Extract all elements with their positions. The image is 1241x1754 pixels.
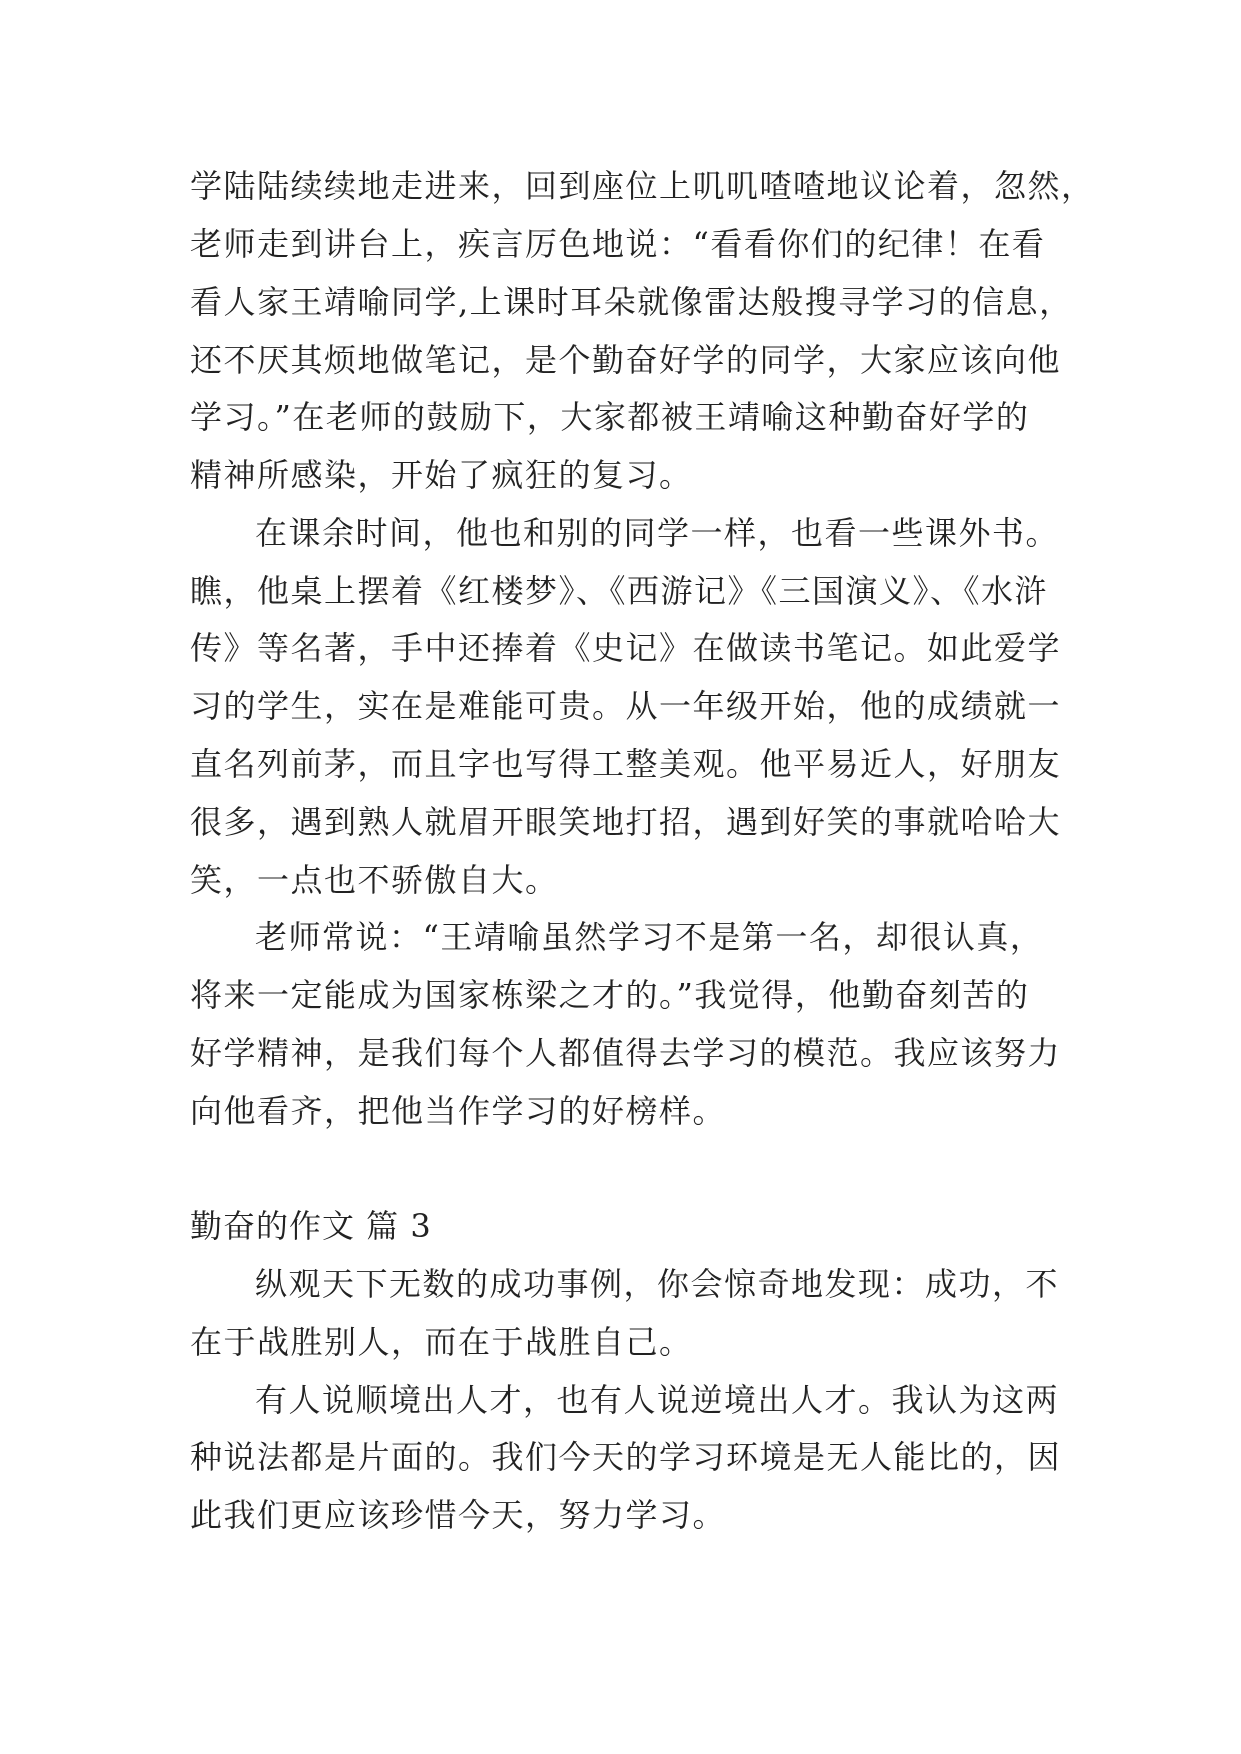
paragraph-line: 传》等名著，手中还捧着《史记》在做读书笔记。如此爱学 [190,629,1062,667]
paragraph-line: 在于战胜别人，而在于战胜自己。 [190,1323,693,1361]
paragraph-line: 有人说顺境出人才，也有人说逆境出人才。我认为这两 [255,1381,1060,1419]
paragraph-line: 笑，一点也不骄傲自大。 [190,861,559,899]
paragraph-line: 纵观天下无数的成功事例，你会惊奇地发现：成功，不 [255,1265,1060,1303]
paragraph-line: 习的学生，实在是难能可贵。从一年级开始，他的成绩就一 [190,687,1062,725]
paragraph-line: 老师走到讲台上，疾言厉色地说：“看看你们的纪律！在看 [190,225,1046,263]
paragraph-line: 看人家王靖喻同学,上课时耳朵就像雷达般搜寻学习的信息， [190,283,1073,321]
paragraph-line: 此我们更应该珍惜今天，努力学习。 [190,1496,727,1534]
paragraph-line: 学陆陆续续地走进来，回到座位上叽叽喳喳地议论着，忽然， [190,167,1095,205]
paragraph-line: 还不厌其烦地做笔记，是个勤奋好学的同学，大家应该向他 [190,341,1062,379]
paragraph-line: 瞧，他桌上摆着《红楼梦》、《西游记》《三国演义》、《水浒 [190,572,1049,610]
paragraph-line: 学习。”在老师的鼓励下，大家都被王靖喻这种勤奋好学的 [190,398,1030,436]
paragraph-line: 很多，遇到熟人就眉开眼笑地打招，遇到好笑的事就哈哈大 [190,803,1062,841]
section-heading: 勤奋的作文 篇 3 [190,1207,432,1245]
paragraph-line: 将来一定能成为国家栋梁之才的。”我觉得，他勤奋刻苦的 [190,976,1030,1014]
paragraph-line: 老师常说：“王靖喻虽然学习不是第一名，却很认真， [255,918,1044,956]
paragraph-line: 在课余时间，他也和别的同学一样，也看一些课外书。 [255,514,1060,552]
paragraph-line: 向他看齐，把他当作学习的好榜样。 [190,1092,727,1130]
paragraph-line: 种说法都是片面的。我们今天的学习环境是无人能比的，因 [190,1438,1062,1476]
paragraph-line: 好学精神，是我们每个人都值得去学习的模范。我应该努力 [190,1034,1062,1072]
paragraph-line: 直名列前茅，而且字也写得工整美观。他平易近人，好朋友 [190,745,1062,783]
paragraph-line: 精神所感染，开始了疯狂的复习。 [190,456,693,494]
